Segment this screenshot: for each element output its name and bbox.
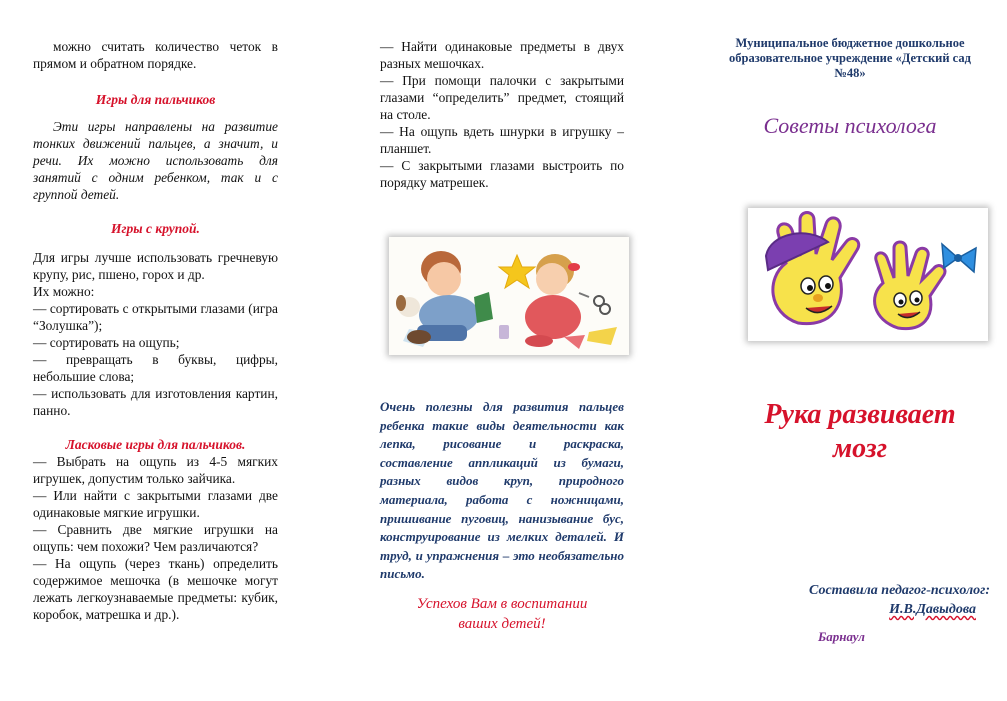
main-title-line-2: мозг [832, 433, 888, 464]
main-title-line-1: Рука развивает [764, 399, 956, 430]
sense-list-item: — При помощи палочки с закрытыми глазами “определить” предмет, стоящий на столе. [380, 73, 624, 122]
heading-finger-games: Игры для пальчиков [95, 92, 216, 107]
gentle-list-item: — Выбрать на ощупь из 4-5 мягких игрушек, допустим только зайчика. [33, 454, 278, 486]
heading-grain-games: Игры с крупой. [111, 221, 200, 236]
subtitle-advice: Советы психолога [763, 113, 937, 138]
heading-gentle-games: Ласковые игры для пальчиков. [65, 437, 246, 452]
children-crafting-image [389, 237, 629, 355]
grain-list-item: — превращать в буквы, цифры, небольшие слова; [33, 352, 278, 384]
grain-can-label: Их можно: [33, 284, 95, 299]
organization-name: Муниципальное бюджетное дошкольное образовательное учреждение «Детский сад №48» [729, 36, 971, 80]
gentle-list-item: — На ощупь (через ткань) определить содержимое мешочка (в мешочке могут лежать легкоузнаваемые предметы: кубик, коробок, матрешка и др.). [33, 556, 278, 622]
gentle-list-item: — Сравнить две мягкие игрушки на ощупь: чем похожи? Чем различаются? [33, 522, 278, 554]
grain-games-text: Для игры лучше использовать гречневую крупу, рис, пшено, горох и др. [33, 250, 278, 282]
wish-line-2: ваших детей! [458, 615, 546, 632]
finger-games-text: Эти игры направлены на развитие тонких движений пальцев, а значит, и речи. Их можно использовать для занятий с одним ребенком, так и с группой детей. [33, 119, 278, 202]
grain-list-item: — сортировать с открытыми глазами (игра “Золушка”); [33, 301, 278, 333]
wish-line-1: Успехов Вам в воспитании [416, 595, 588, 612]
author-block [760, 581, 990, 645]
sense-list-item: — На ощупь вдеть шнурки в игрушку – планшет. [380, 124, 624, 156]
sense-list-item: — Найти одинаковые предметы в двух разных мешочках. [380, 39, 624, 71]
activities-note-block [380, 398, 624, 634]
gentle-list-item: — Или найти с закрытыми глазами две одинаковые мягкие игрушки. [33, 488, 278, 520]
author-name-line [760, 600, 990, 619]
grain-list-item: — сортировать на ощупь; [33, 335, 180, 350]
author-label: Составила педагог-психолог: [809, 583, 990, 598]
activities-note: Очень полезны для развития пальцев ребенка такие виды деятельности как лепка, рисование и раскраска, составление аппликаций из бумаги, разных видов круп, природного материала, работа с ножницами, пришивание пуговиц, нанизывание бус, конструирование из мелких деталей. И труд, и упражнения – это необязательно письмо. [380, 399, 624, 582]
author-name: И.В.Давыдова [889, 602, 976, 617]
column-right [715, 0, 1005, 139]
children-crafting-illustration [389, 237, 629, 355]
intro-text: можно считать количество четок в прямом и обратном порядке. [33, 39, 278, 71]
cartoon-hands-illustration [748, 208, 988, 341]
title-block [715, 398, 1005, 466]
city-name: Барнаул [818, 629, 865, 644]
grain-list-item: — использовать для изготовления картин, панно. [33, 386, 278, 418]
hands-image [748, 208, 988, 341]
column-left [33, 0, 278, 623]
sense-list-item: — С закрытыми глазами выстроить по порядку матрешек. [380, 158, 624, 190]
column-middle [380, 0, 624, 191]
